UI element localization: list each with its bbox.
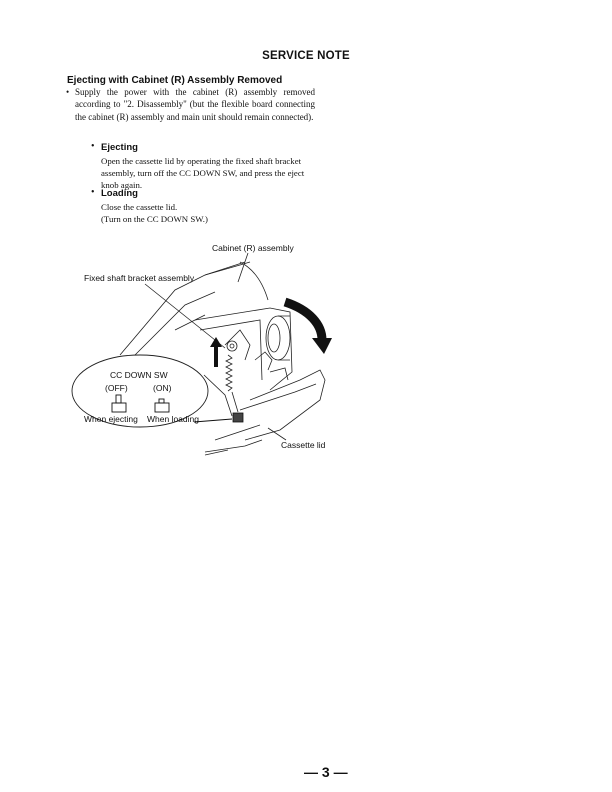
loading-title: Loading bbox=[101, 188, 138, 199]
loading-bullet: • bbox=[91, 187, 95, 198]
loading-text-2: (Turn on the CC DOWN SW.) bbox=[101, 214, 208, 224]
inset-ejecting-label: When ejecting bbox=[84, 414, 138, 424]
inset-loading-label: When loading bbox=[147, 414, 199, 424]
cabinet-label: Cabinet (R) assembly bbox=[212, 243, 294, 253]
loading-text-1: Close the cassette lid. bbox=[101, 202, 178, 212]
page-title: SERVICE NOTE bbox=[262, 50, 350, 62]
inset-off-label: (OFF) bbox=[105, 383, 128, 393]
inset-on-label: (ON) bbox=[153, 383, 172, 393]
ejecting-bullet: • bbox=[91, 141, 95, 152]
ejecting-text: Open the cassette lid by operating the fixed shaft bracket assembly, turn off the CC DOWN SW, and press the eject knob again. bbox=[101, 156, 305, 190]
bracket-label: Fixed shaft bracket assembly bbox=[84, 273, 195, 283]
page-number: — 3 — bbox=[304, 764, 348, 780]
intro-text: Supply the power with the cabinet (R) assembly removed according to "2. Disassembly" (but the flexible board connecting the cabinet (R) assembly and main unit should remain connected). bbox=[75, 87, 315, 122]
ejecting-title: Ejecting bbox=[101, 142, 138, 153]
intro-bullet: • bbox=[66, 87, 70, 97]
inset-title: CC DOWN SW bbox=[110, 370, 168, 380]
cassette-lid-label: Cassette lid bbox=[281, 440, 326, 450]
section-heading: Ejecting with Cabinet (R) Assembly Removed bbox=[67, 75, 283, 86]
